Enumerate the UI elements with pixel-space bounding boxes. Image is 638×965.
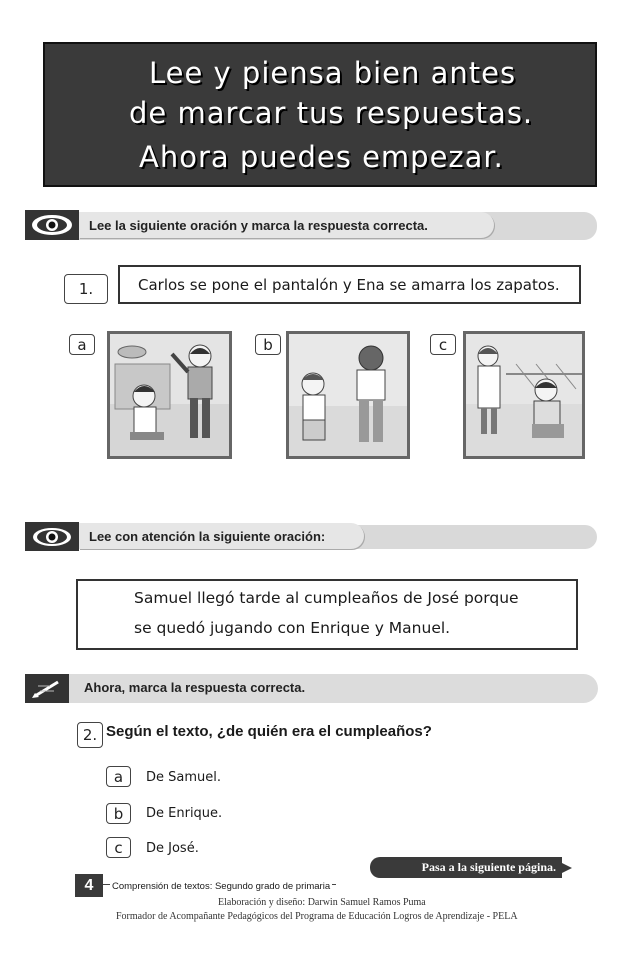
header-banner [43, 42, 597, 187]
option-c-illustration[interactable] [463, 331, 585, 459]
answer-a-box[interactable]: a [106, 766, 131, 787]
question-number-1: 1. [64, 274, 108, 304]
footer-credit-1: Elaboración y diseño: Darwin Samuel Ramos Puma [218, 897, 426, 908]
banner-line-1: Lee y piensa bien antes [149, 56, 517, 90]
question-2-text: Según el texto, ¿de quién era el cumpleaños? [106, 723, 432, 740]
footer-credit-2: Formador de Acompañante Pedagógicos del Programa de Educación Logros de Aprendizaje - PELA [116, 911, 518, 922]
arrow-right-icon [562, 863, 572, 873]
question-1-sentence: Carlos se pone el pantalón y Ena se amarra los zapatos. [118, 265, 581, 304]
eye-icon [25, 210, 79, 240]
option-b-label[interactable]: b [255, 334, 281, 355]
section-instruction-3: Ahora, marca la respuesta correcta. [84, 680, 306, 695]
question-number-2: 2. [77, 722, 103, 748]
option-a-label[interactable]: a [69, 334, 95, 355]
answer-b-box[interactable]: b [106, 803, 131, 824]
eye-icon [25, 522, 79, 551]
section-instruction-1: Lee la siguiente oración y marca la respuesta correcta. [79, 212, 494, 238]
next-page-button[interactable] [370, 857, 562, 878]
banner-line-2: de marcar tus respuestas. [129, 96, 534, 130]
reading-line-2: se quedó jugando con Enrique y Manuel. [134, 619, 451, 637]
option-a-illustration[interactable] [107, 331, 232, 459]
option-c-label[interactable]: c [430, 334, 456, 355]
section-instruction-2: Lee con atención la siguiente oración: [79, 523, 364, 549]
banner-line-3: Ahora puedes empezar. [139, 140, 504, 174]
page-number: 4 [75, 874, 103, 897]
answer-b-text[interactable]: De Enrique. [146, 806, 223, 821]
answer-a-text[interactable]: De Samuel. [146, 770, 222, 785]
answer-c-box[interactable]: c [106, 837, 131, 858]
next-page-label: Pasa a la siguiente página. [421, 860, 556, 874]
reading-box [76, 579, 578, 650]
pencil-icon [25, 674, 69, 703]
option-b-illustration[interactable] [286, 331, 410, 459]
footer-subject: Comprensión de textos: Segundo grado de primaria [112, 881, 331, 892]
answer-c-text[interactable]: De José. [146, 841, 199, 856]
reading-line-1: Samuel llegó tarde al cumpleaños de José porque [134, 589, 519, 607]
